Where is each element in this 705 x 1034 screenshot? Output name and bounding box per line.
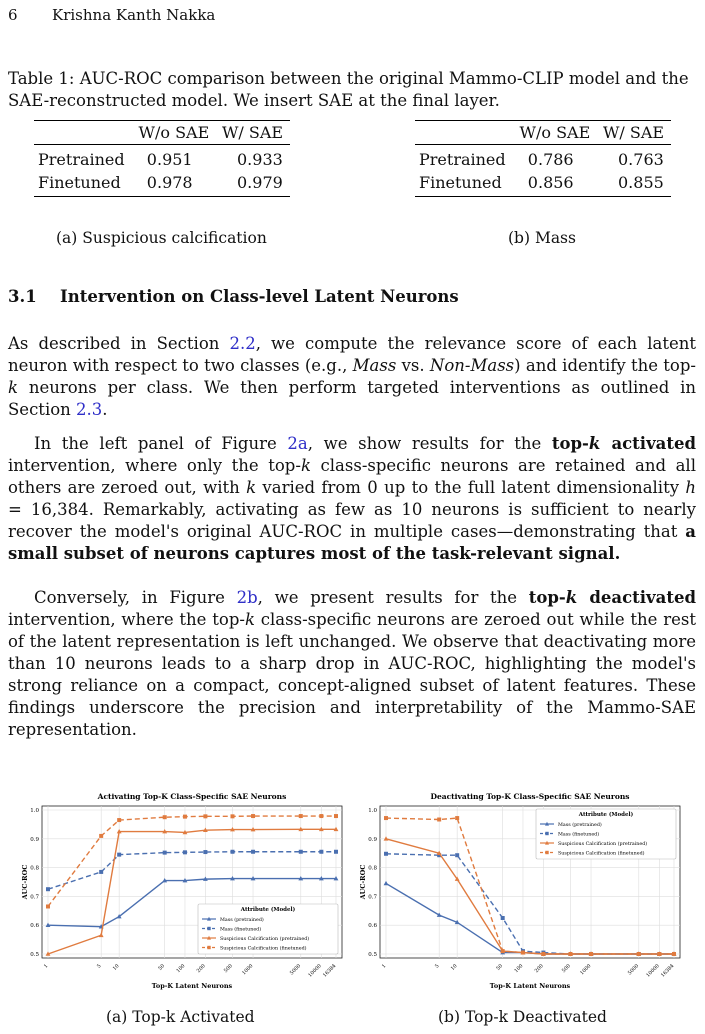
section-ref-link[interactable]: 2.2: [229, 334, 256, 353]
data-point: [99, 933, 104, 937]
x-tick-label: 1000: [579, 963, 593, 977]
section-ref-link[interactable]: 2.3: [76, 400, 103, 419]
data-point: [230, 814, 234, 818]
legend-entry: Suspicious Calcification (pretrained): [558, 841, 648, 847]
table-header-cell: W/ SAE: [221, 123, 284, 142]
data-point: [657, 952, 661, 956]
x-tick-label: 200: [533, 963, 545, 975]
legend-marker: [545, 832, 548, 835]
running-author: Krishna Kanth Nakka: [52, 6, 216, 24]
page-number: 6: [8, 6, 18, 24]
table-row-label: Pretrained: [419, 149, 506, 169]
table-subcaption-a: (a) Suspicious calcification: [56, 229, 267, 247]
series-line: [48, 852, 336, 889]
table-cell: 0.979: [237, 172, 283, 192]
x-tick-label: 1: [42, 963, 50, 970]
data-point: [334, 814, 338, 818]
data-point: [46, 887, 50, 891]
x-tick-label: 50: [157, 963, 167, 972]
paragraph-1: As described in Section 2.2, we compute the relevance score of each latent neuron with respect to two classes (e.g., Mass vs. Non-Mass) and identify the top-k neurons per class. We then perform targeted interventions as outlined in Section 2.3.: [8, 334, 697, 419]
table-cell: 0.855: [618, 172, 664, 192]
x-tick-label: 5: [434, 963, 441, 970]
y-axis-label: AUC-ROC: [359, 864, 367, 900]
y-tick-label: 0.6: [30, 923, 39, 930]
legend-entry: Mass (finetuned): [220, 927, 262, 933]
x-axis-label: Top-K Latent Neurons: [151, 982, 233, 990]
paragraph-2: In the left panel of Figure 2a, we show results for the top-k activated intervention, where only the top-k class-specific neurons are retained and all others are zeroed out, with k varied from 0 up to the full latent dimensionality h = 16,384. Remarkably, activating as few as 10 neurons is sufficient to nearly recover the model's original AUC-ROC in multiple cases—demonstrating that a small subset of neurons captures most of the task-relevant signal.: [8, 434, 697, 563]
data-point: [319, 814, 323, 818]
data-point: [384, 852, 388, 856]
table-caption: Table 1: AUC-ROC comparison between the original Mammo-CLIP model and the SAE-reconstructed model. We insert SAE at the final layer.: [8, 69, 689, 110]
data-point: [183, 850, 187, 854]
data-point: [117, 818, 121, 822]
table-calcification: [34, 120, 290, 197]
x-tick-label: 1000: [241, 963, 255, 977]
x-tick-label: 10: [111, 963, 121, 972]
table-mass: [415, 120, 671, 197]
y-tick-label: 0.9: [30, 836, 39, 843]
data-point: [230, 850, 234, 854]
paragraph-3: Conversely, in Figure 2b, we present results for the top-k deactivated intervention, where the top-k class-specific neurons are zeroed out while the rest of the latent representation is left unchanged. We observe that deactivating more than 10 neurons leads to a sharp drop in AUC-ROC, highlighting the model's strong reliance on a compact, concept-aligned subset of latent features. These findings underscore the precision and interpretability of the Mammo-SAE representation.: [8, 588, 696, 739]
data-point: [299, 850, 303, 854]
figure-subcaption-b: (b) Top-k Deactivated: [438, 1008, 607, 1026]
x-tick-label: 100: [175, 963, 187, 975]
data-point: [521, 951, 525, 955]
x-tick-label: 200: [195, 963, 207, 975]
legend-marker: [545, 851, 548, 854]
y-tick-label: 0.8: [30, 865, 39, 872]
table-cell: 0.856: [527, 172, 574, 192]
chart-title: Deactivating Top-K Class-Specific SAE Neurons: [430, 792, 630, 801]
data-point: [637, 952, 641, 956]
data-point: [384, 816, 388, 820]
y-tick-label: 0.7: [30, 894, 39, 901]
section-number: 3.1: [8, 287, 37, 306]
legend-marker: [207, 946, 210, 949]
table-cell: 0.951: [146, 149, 193, 169]
x-axis-label: Top-K Latent Neurons: [489, 982, 571, 990]
table-header-cell: W/o SAE: [138, 123, 210, 142]
table-row-label: Finetuned: [38, 172, 121, 192]
x-tick-label: 16384: [321, 963, 338, 979]
data-point: [163, 851, 167, 855]
y-tick-label: 0.5: [30, 952, 39, 958]
data-point: [455, 853, 459, 857]
x-tick-label: 16384: [659, 963, 676, 979]
data-point: [99, 834, 103, 838]
table-row-label: Pretrained: [38, 149, 125, 169]
figure-ref-link[interactable]: 2a: [287, 434, 308, 453]
data-point: [251, 850, 255, 854]
figure-ref-link[interactable]: 2b: [236, 588, 258, 607]
x-tick-label: 500: [222, 963, 234, 975]
table-row-label: Finetuned: [419, 172, 502, 192]
table-cell: 0.933: [237, 149, 283, 169]
y-tick-label: 0.8: [368, 865, 377, 872]
series-line: [386, 883, 674, 954]
data-point: [568, 952, 572, 956]
data-point: [501, 949, 505, 953]
data-point: [589, 952, 593, 956]
table-header-cell: [34, 121, 133, 145]
x-tick-label: 10000: [307, 963, 323, 979]
x-tick-label: 1: [380, 963, 388, 970]
y-tick-label: 0.6: [368, 923, 377, 930]
x-tick-label: 50: [495, 963, 505, 972]
data-point: [183, 815, 187, 819]
y-tick-label: 1.0: [30, 808, 39, 814]
y-axis-label: AUC-ROC: [21, 864, 29, 900]
legend-entry: Suspicious Calcification (finetuned): [220, 946, 307, 952]
table-cell: 0.763: [618, 149, 664, 169]
x-tick-label: 5: [96, 963, 103, 970]
table-header-cell: W/ SAE: [602, 123, 665, 142]
data-point: [672, 952, 676, 956]
data-point: [501, 916, 505, 920]
legend-entry: Mass (pretrained): [220, 917, 264, 923]
x-tick-label: 10: [449, 963, 459, 972]
section-title: Intervention on Class-level Latent Neurons: [60, 287, 459, 306]
data-point: [541, 952, 545, 956]
x-tick-label: 500: [560, 963, 572, 975]
data-point: [299, 814, 303, 818]
table-subcaption-b: (b) Mass: [508, 229, 576, 247]
data-point: [437, 818, 441, 822]
x-tick-label: 10000: [645, 963, 661, 979]
series-line: [386, 854, 674, 954]
y-tick-label: 0.7: [368, 894, 377, 901]
data-point: [251, 814, 255, 818]
legend-title: Attribute (Model): [578, 812, 634, 818]
data-point: [334, 850, 338, 854]
data-point: [203, 814, 207, 818]
data-point: [203, 850, 207, 854]
chart-title: Activating Top-K Class-Specific SAE Neurons: [97, 792, 287, 801]
data-point: [384, 881, 389, 885]
table-cell: 0.786: [527, 149, 574, 169]
page-header: [8, 6, 215, 24]
data-point: [163, 815, 167, 819]
x-tick-label: 5000: [626, 963, 641, 977]
y-tick-label: 0.9: [368, 836, 377, 843]
table-header-cell: [415, 121, 514, 145]
chart-deactivated: [356, 790, 688, 998]
section-heading: [8, 287, 459, 306]
y-tick-label: 0.5: [368, 952, 377, 958]
legend-entry: Suspicious Calcification (finetuned): [558, 851, 645, 857]
data-point: [455, 816, 459, 820]
data-point: [46, 904, 50, 908]
legend-entry: Suspicious Calcification (pretrained): [220, 936, 310, 942]
data-point: [384, 836, 389, 840]
y-tick-label: 1.0: [368, 808, 377, 814]
table-cell: 0.978: [146, 172, 193, 192]
figure-subcaption-a: (a) Top-k Activated: [106, 1008, 255, 1026]
legend-title: Attribute (Model): [240, 907, 296, 913]
legend-entry: Mass (pretrained): [558, 822, 602, 828]
data-point: [99, 870, 103, 874]
data-point: [319, 850, 323, 854]
table-header-cell: W/o SAE: [519, 123, 591, 142]
chart-activated: [18, 790, 350, 998]
x-tick-label: 5000: [288, 963, 303, 977]
legend-marker: [207, 927, 210, 930]
x-tick-label: 100: [513, 963, 525, 975]
legend-entry: Mass (finetuned): [558, 832, 600, 838]
data-point: [117, 853, 121, 857]
